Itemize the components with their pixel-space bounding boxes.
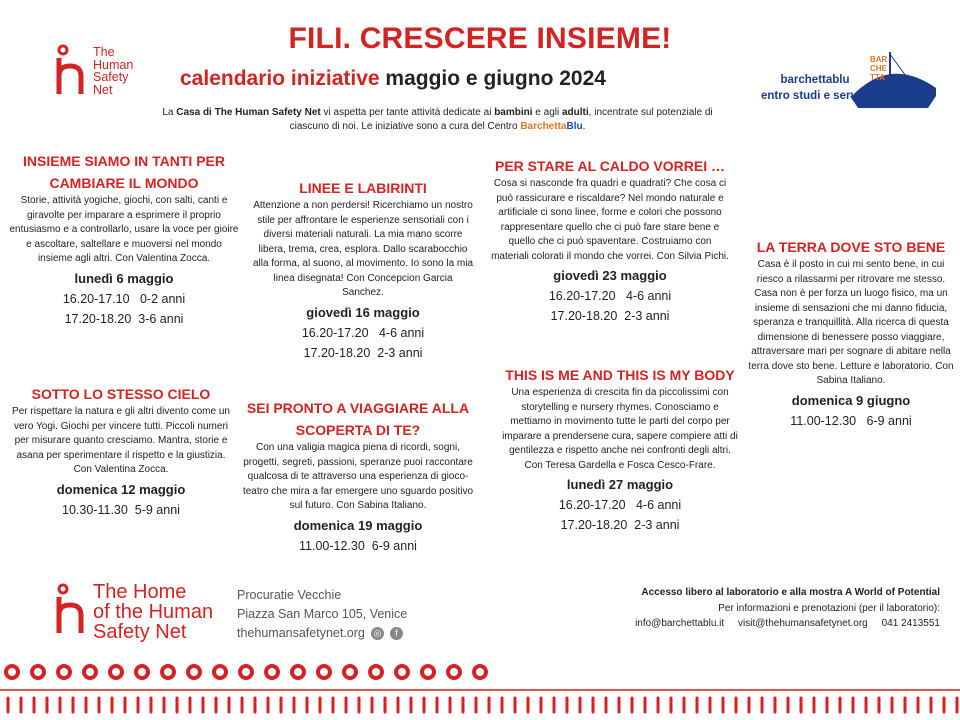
event-title: LA TERRA DOVE STO BENE bbox=[756, 239, 946, 255]
event-block bbox=[502, 364, 738, 535]
bead-mark bbox=[58, 666, 70, 678]
hsn-logo-line: The bbox=[93, 45, 115, 59]
page-title: FILI. CRESCERE INSIEME! bbox=[288, 22, 672, 55]
svg-text:CHE: CHE bbox=[870, 64, 887, 73]
access-info: Accesso libero al laboratorio e alla mostra A World of Potential bbox=[641, 587, 940, 598]
event-date: domenica 12 maggio bbox=[56, 481, 186, 497]
event-date: domenica 9 giugno bbox=[791, 392, 911, 408]
svg-text:BAR: BAR bbox=[870, 55, 888, 64]
instagram-icon[interactable]: ◎ bbox=[371, 627, 384, 640]
event-description: Cosa si nasconde fra quadri e quadrati? Che cosa ci può rassicurare e riscaldare? Nel mondo naturale e artificiale ci sono linee, forme e colori che possono rappresentare quello che ci può fare stare bene e quello che ci può spaventare. Costruiamo con materiali colorati il mondo che vorrei. Con Silvia Pichi. bbox=[491, 178, 729, 262]
hsn-symbol-icon bbox=[55, 582, 85, 636]
hsn-logo-line: Human bbox=[93, 57, 134, 72]
event-slot: 17.20-18.20 2-3 anni bbox=[550, 309, 670, 323]
event-description: Con una valigia magica piena di ricordi, sogni, progetti, segreti, passioni, speranze puoi raccontare qualcosa di te attraverso una esperienza di gioco-teatro che mira a far emergere uno sguardo positivo sul futuro. Con Sabina Italiano. bbox=[242, 442, 474, 511]
event-slot: 17.20-18.20 2-3 anni bbox=[560, 518, 680, 532]
event-description: Una esperienza di crescita fin da piccolissimi con storytelling e nursery rhymes. Conosciamo e mettiamo in movimento tutte le parti del corpo per imparare a prendersene cura, sapere compiere atti di gentilezza e rispetto anche nei confronti degli altri. Con Teresa Gardella e Fosca Cesco-Frare. bbox=[502, 387, 738, 471]
website-link[interactable]: thehumansafetynet.org bbox=[237, 626, 365, 640]
event-description: Attenzione a non perdersi! Ricerchiamo un nostro stile per affrontare le esperienze sensoriali con i diversi materiali naturali. La mia mano scorre libera, trema, crea, esplora. Dallo scarabocchio alla forma, al suono, al movimento. Io sono la mia linea disegnata! Con Concepcion Garcia Sanchez. bbox=[252, 200, 474, 298]
hsn-symbol-icon bbox=[55, 44, 85, 96]
footer-info bbox=[635, 585, 940, 632]
bead-mark bbox=[344, 666, 356, 678]
barchettablu-tagline: entro studi e servizi bbox=[760, 90, 869, 102]
event-date: giovedì 16 maggio bbox=[306, 304, 420, 320]
barchettablu-logo bbox=[740, 48, 940, 118]
footer-address bbox=[237, 586, 407, 643]
bead-mark bbox=[32, 666, 44, 678]
event-slot: 16.20-17.20 4-6 anni bbox=[558, 498, 682, 512]
event-title: SEI PRONTO A VIAGGIARE ALLA SCOPERTA DI TE? bbox=[246, 400, 470, 438]
hsn-logo bbox=[55, 44, 133, 96]
page-subtitle bbox=[180, 67, 606, 91]
bead-mark bbox=[214, 666, 226, 678]
bead-mark bbox=[240, 666, 252, 678]
barchettablu-name: barchettablu bbox=[780, 74, 850, 86]
event-date: lunedì 6 maggio bbox=[74, 270, 174, 286]
bead-mark bbox=[84, 666, 96, 678]
event-title: PER STARE AL CALDO VORREI … bbox=[495, 158, 725, 174]
facebook-icon[interactable]: f bbox=[390, 627, 403, 640]
event-title: THIS IS ME AND THIS IS MY BODY bbox=[505, 367, 735, 383]
bead-mark bbox=[266, 666, 278, 678]
event-slot: 16.20-17.20 4-6 anni bbox=[548, 289, 672, 303]
footer-logo-line: of the Human bbox=[93, 601, 214, 623]
hsn-logo-line: Safety bbox=[93, 70, 129, 84]
bead-mark bbox=[110, 666, 122, 678]
bead-mark bbox=[422, 666, 434, 678]
bead-mark bbox=[136, 666, 148, 678]
bead-mark bbox=[162, 666, 174, 678]
address-line: Piazza San Marco 105, Venice bbox=[237, 607, 408, 621]
event-slot: 16.20-17.10 0-2 anni bbox=[62, 291, 186, 306]
bead-mark bbox=[6, 666, 18, 678]
bead-mark bbox=[448, 666, 460, 678]
contact-info: info@barchettablu.it visit@thehumansafetynet.org 041 2413551 bbox=[635, 618, 940, 629]
event-slot: 11.00-12.30 6-9 anni bbox=[299, 538, 417, 553]
event-date: giovedì 23 maggio bbox=[553, 268, 667, 283]
intro-text: La Casa di The Human Safety Net vi aspetta per tante attività dedicate ai bambini e agli adulti, incentrate sul potenziale di ciascuno di noi. Le iniziative sono a cura del Centro BarchettaBlu. bbox=[162, 107, 713, 132]
event-slot: 11.00-12.30 6-9 anni bbox=[790, 413, 912, 428]
event-slot: 17.20-18.20 3-6 anni bbox=[64, 311, 184, 326]
event-slot: 16.20-17.20 4-6 anni bbox=[301, 325, 425, 340]
event-title: SOTTO LO STESSO CIELO bbox=[31, 386, 211, 402]
hsn-logo-line: Net bbox=[93, 82, 113, 97]
bead-mark bbox=[396, 666, 408, 678]
event-slot: 10.30-11.30 5-9 anni bbox=[62, 502, 180, 517]
bead-mark bbox=[474, 666, 486, 678]
event-slot: 17.20-18.20 2-3 anni bbox=[303, 345, 423, 360]
svg-text:BLU: BLU bbox=[870, 82, 887, 91]
booking-info: Per informazioni e prenotazioni (per il laboratorio): bbox=[718, 602, 940, 614]
subtitle-calendar: calendario iniziative bbox=[180, 67, 380, 90]
bead-mark bbox=[188, 666, 200, 678]
bead-mark bbox=[292, 666, 304, 678]
footer-logo-line: The Home bbox=[93, 581, 187, 603]
decorative-thread-border bbox=[0, 650, 960, 720]
address-line: Procuratie Vecchie bbox=[237, 588, 342, 602]
event-block bbox=[8, 383, 234, 520]
event-block bbox=[8, 150, 240, 329]
footer-hsn-logo bbox=[55, 582, 213, 642]
event-block bbox=[238, 397, 478, 556]
svg-text:TTA: TTA bbox=[870, 73, 885, 82]
bead-mark bbox=[318, 666, 330, 678]
event-description: Per rispettare la natura e gli altri divento come un vero Yogi. Giochi per vincere tutti. Piccoli numeri per misurare quanto cresciamo. Mantra, storie e asana per sperimentare il rispetto e la giustizia. Con Valentina Zocca. bbox=[12, 406, 230, 475]
bead-mark bbox=[370, 666, 382, 678]
event-title: INSIEME SIAMO IN TANTI PER CAMBIARE IL MONDO bbox=[23, 153, 225, 191]
event-block bbox=[490, 155, 730, 326]
event-date: lunedì 27 maggio bbox=[566, 477, 674, 492]
event-block bbox=[746, 236, 956, 431]
footer-logo-line: Safety Net bbox=[93, 621, 187, 643]
event-title: LINEE E LABIRINTI bbox=[299, 180, 427, 196]
subtitle-period: maggio e giugno 2024 bbox=[385, 67, 606, 90]
event-block bbox=[252, 177, 474, 363]
event-date: domenica 19 maggio bbox=[293, 517, 423, 533]
event-description: Storie, attività yogiche, giochi, con salti, canti e giravolte per imparare a esprimere il proprio entusiasmo e a controllarlo, usare la voce per gioire e ascoltare, saltellare e muoversi nel mondo insieme agli altri. Con Valentina Zocca. bbox=[9, 195, 239, 264]
event-description: Casa è il posto in cui mi sento bene, in cui riesco a rilassarmi per ritrovare me stesso. Casa non è per forza un luogo fisico, ma un insieme di sensazioni che mi danno fiducia, speranza e tranquillità. Alla ricerca di questa dimensione di benessere posso viaggiare, attraversare mari per sognare di abitare nella terra dove sto bene. Letture e laboratorio. Con Sabina Italiano. bbox=[748, 259, 954, 386]
